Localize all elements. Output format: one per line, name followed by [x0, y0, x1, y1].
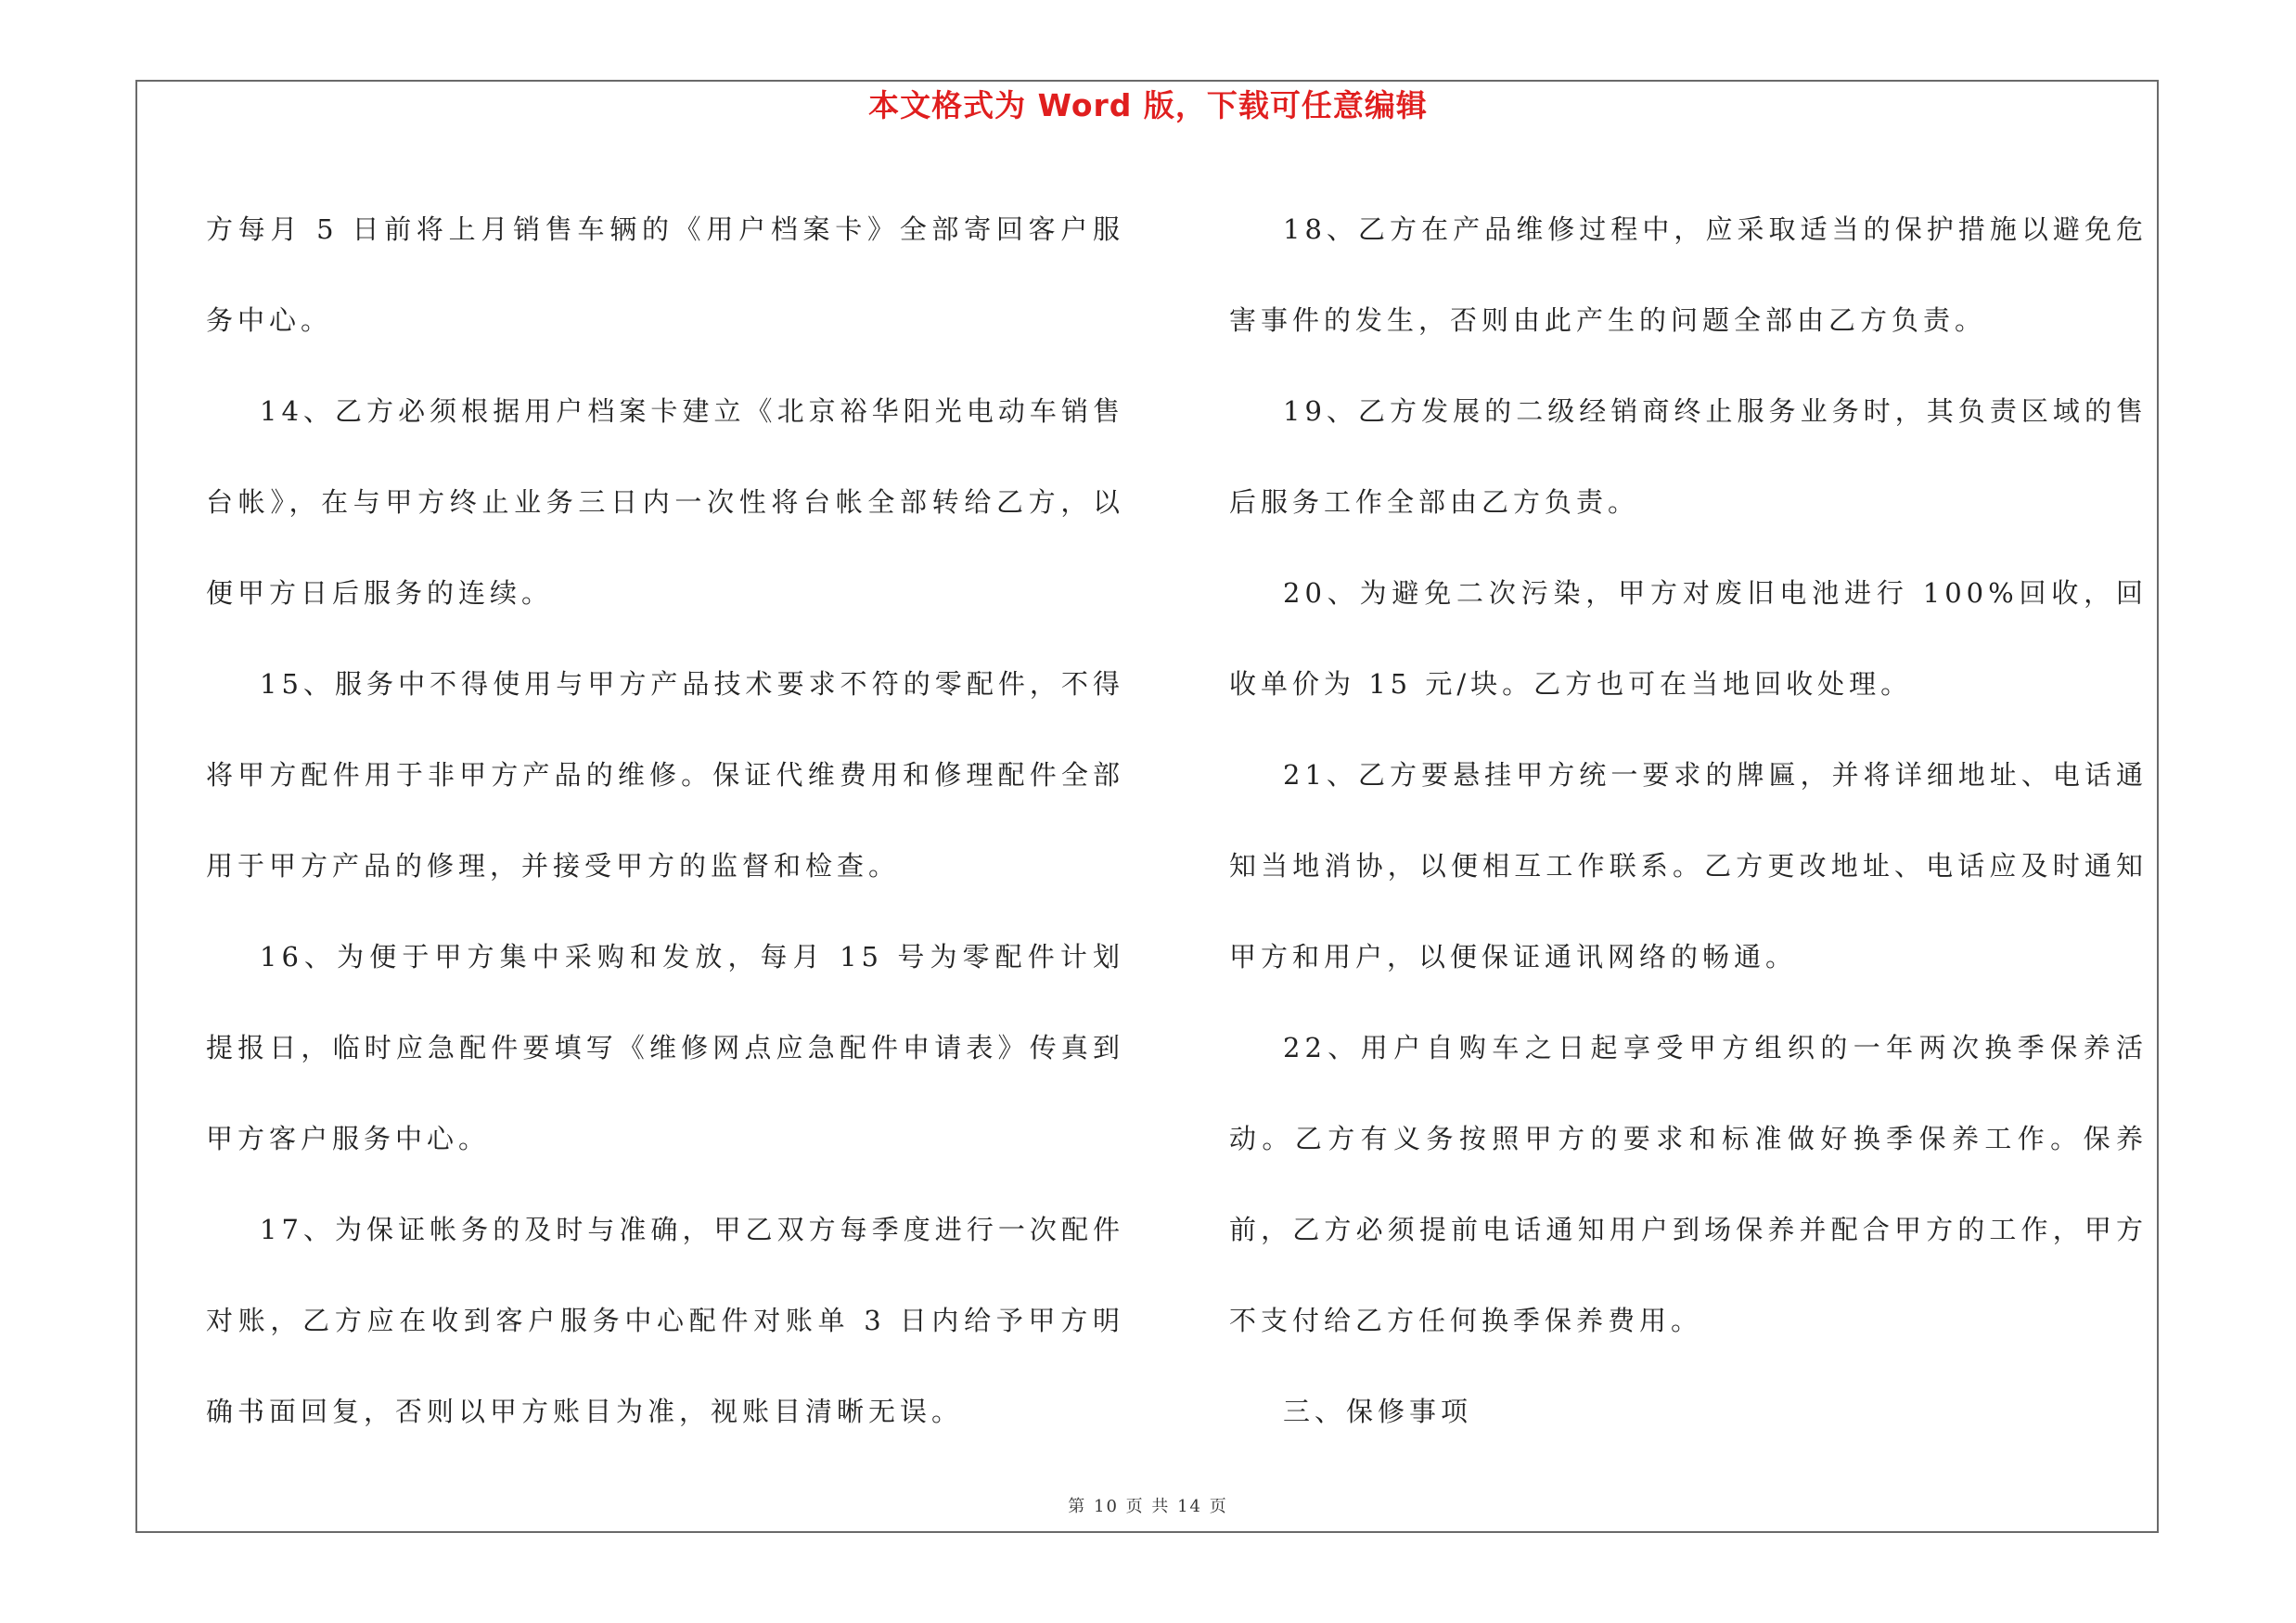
word-format-banner: 本文格式为 Word 版，下载可任意编辑	[868, 87, 1428, 123]
paragraph-20: 20、为避免二次污染，甲方对废旧电池进行 100%回收，回收单价为 15 元/块。乙方也可在当地回收处理。	[1229, 577, 2148, 700]
section-heading-warranty: 三、保修事项	[1283, 1396, 1473, 1427]
paragraph-22: 22、用户自购车之日起享受甲方组织的一年两次换季保养活动。乙方有义务按照甲方的要求和标准做好换季保养工作。保养前，乙方必须提前电话通知用户到场保养并配合甲方的工作，甲方不支付给乙方任何换季保养费用。	[1229, 1032, 2148, 1336]
paragraph-21: 21、乙方要悬挂甲方统一要求的牌匾，并将详细地址、电话通知当地消协，以便相互工作联系。乙方更改地址、电话应及时通知甲方和用户，以便保证通讯网络的畅通。	[1229, 759, 2148, 973]
paragraph-14: 14、乙方必须根据用户档案卡建立《北京裕华阳光电动车销售台帐》，在与甲方终止业务三日内一次性将台帐全部转给乙方，以便甲方日后服务的连续。	[206, 395, 1124, 609]
paragraph-16: 16、为便于甲方集中采购和发放，每月 15 号为零配件计划提报日，临时应急配件要填写《维修网点应急配件申请表》传真到甲方客户服务中心。	[206, 941, 1124, 1154]
left-column	[206, 184, 1124, 1457]
paragraph-13-continuation: 方每月 5 日前将上月销售车辆的《用户档案卡》全部寄回客户服务中心。	[206, 213, 1124, 336]
page-number-footer: 第 10 页 共 14 页	[1068, 1497, 1228, 1516]
paragraph-18: 18、乙方在产品维修过程中，应采取适当的保护措施以避免危害事件的发生，否则由此产生的问题全部由乙方负责。	[1229, 213, 2148, 336]
paragraph-19: 19、乙方发展的二级经销商终止服务业务时，其负责区域的售后服务工作全部由乙方负责。	[1229, 395, 2148, 518]
paragraph-17: 17、为保证帐务的及时与准确，甲乙双方每季度进行一次配件对账，乙方应在收到客户服务中心配件对账单 3 日内给予甲方明确书面回复，否则以甲方账目为准，视账目清晰无误。	[206, 1214, 1124, 1427]
paragraph-15: 15、服务中不得使用与甲方产品技术要求不符的零配件，不得将甲方配件用于非甲方产品的维修。保证代维费用和修理配件全部用于甲方产品的修理，并接受甲方的监督和检查。	[206, 668, 1124, 882]
right-column	[1229, 184, 2148, 1457]
